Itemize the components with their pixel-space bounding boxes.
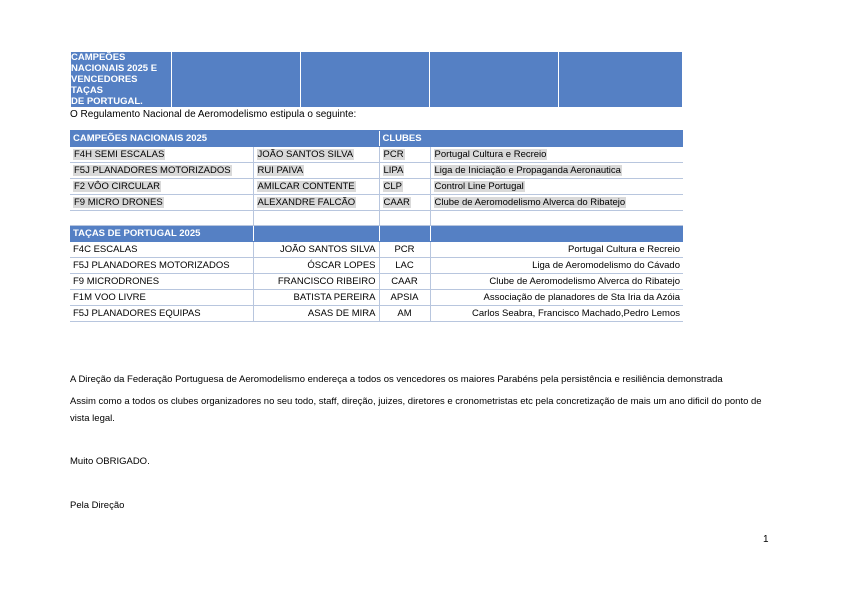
title-line-1: CAMPEÕES (71, 52, 126, 63)
campeoes-heading: CAMPEÕES NACIONAIS 2025 (70, 131, 379, 147)
category-cell: F5J PLANADORES MOTORIZADOS (74, 165, 231, 176)
club-code-cell: APSIA (379, 290, 430, 306)
club-name-cell: Portugal Cultura e Recreio (430, 242, 683, 258)
name-cell: BATISTA PEREIRA (253, 290, 379, 306)
table-row (70, 258, 683, 274)
name-cell: RUI PAIVA (257, 165, 304, 176)
results-table (70, 130, 683, 322)
banner-cell (559, 52, 683, 108)
page-number: 1 (763, 534, 769, 545)
club-code-cell: CLP (383, 181, 402, 192)
table-row (70, 195, 683, 211)
name-cell: JOÃO SANTOS SILVA (257, 149, 354, 160)
club-name-cell: Associação de planadores de Sta Iria da Azóia (430, 290, 683, 306)
category-cell: F4C ESCALAS (70, 242, 253, 258)
club-name-cell: Liga de Aeromodelismo do Cávado (430, 258, 683, 274)
banner-cell (430, 52, 559, 108)
signature: Pela Direção (70, 500, 125, 511)
club-name-cell: Clube de Aeromodelismo Alverca do Ribatejo (430, 274, 683, 290)
name-cell: ASAS DE MIRA (253, 306, 379, 322)
category-cell: F5J PLANADORES EQUIPAS (70, 306, 253, 322)
club-code-cell: CAAR (383, 197, 410, 208)
table-row (70, 274, 683, 290)
club-name-cell: Carlos Seabra, Francisco Machado,Pedro Lemos (430, 306, 683, 322)
club-name-cell: Control Line Portugal (434, 181, 524, 192)
tacas-heading: TAÇAS DE PORTUGAL 2025 (70, 226, 253, 242)
club-code-cell: PCR (379, 242, 430, 258)
category-cell: F9 MICRODRONES (70, 274, 253, 290)
club-code-cell: LAC (379, 258, 430, 274)
clubs-heading: CLUBES (379, 131, 683, 147)
club-name-cell: Portugal Cultura e Recreio (434, 149, 547, 160)
intro-text: O Regulamento Nacional de Aeromodelismo estipula o seguinte: (70, 109, 357, 120)
table-row (70, 242, 683, 258)
name-cell: FRANCISCO RIBEIRO (253, 274, 379, 290)
title-cell (71, 52, 172, 108)
banner-cell (301, 52, 430, 108)
name-cell: AMILCAR CONTENTE (257, 181, 355, 192)
category-cell: F1M VOO LIVRE (70, 290, 253, 306)
table-row (70, 306, 683, 322)
club-code-cell: CAAR (379, 274, 430, 290)
campeoes-header-row (70, 131, 683, 147)
name-cell: ALEXANDRE FALCÃO (257, 197, 356, 208)
category-cell: F9 MICRO DRONES (74, 197, 163, 208)
congrats-paragraph: A Direção da Federação Portuguesa de Aeromodelismo endereça a todos os vencedores os maiores Parabéns pela persistência e resiliência demonstrada (70, 374, 723, 385)
title-line-3: VENCEDORES TAÇAS (71, 74, 138, 96)
name-cell: ÓSCAR LOPES (253, 258, 379, 274)
club-name-cell: Liga de Iniciação e Propaganda Aeronautica (434, 165, 621, 176)
club-code-cell: PCR (383, 149, 404, 160)
thanks-line: Muito OBRIGADO. (70, 456, 150, 467)
tacas-header-row (70, 226, 683, 242)
club-code-cell: LIPA (383, 165, 404, 176)
title-line-4: DE PORTUGAL. (71, 96, 143, 107)
thanks-paragraph: Assim como a todos os clubes organizadores no seu todo, staff, direção, juizes, diretores e cronometristas etc pela concretização de mais um ano dificil do ponto de vista legal. (70, 396, 762, 424)
banner-cell (172, 52, 301, 108)
category-cell: F2 VÔO CIRCULAR (74, 181, 161, 192)
table-row (70, 290, 683, 306)
club-name-cell: Clube de Aeromodelismo Alverca do Ribatejo (434, 197, 626, 208)
category-cell: F5J PLANADORES MOTORIZADOS (70, 258, 253, 274)
title-line-2: NACIONAIS 2025 E (71, 63, 158, 74)
category-cell: F4H SEMI ESCALAS (74, 149, 165, 160)
title-banner (70, 51, 683, 108)
club-code-cell: AM (379, 306, 430, 322)
spacer-row (70, 211, 683, 226)
name-cell: JOÃO SANTOS SILVA (253, 242, 379, 258)
table-row (70, 179, 683, 195)
table-row (70, 163, 683, 179)
table-row (70, 147, 683, 163)
